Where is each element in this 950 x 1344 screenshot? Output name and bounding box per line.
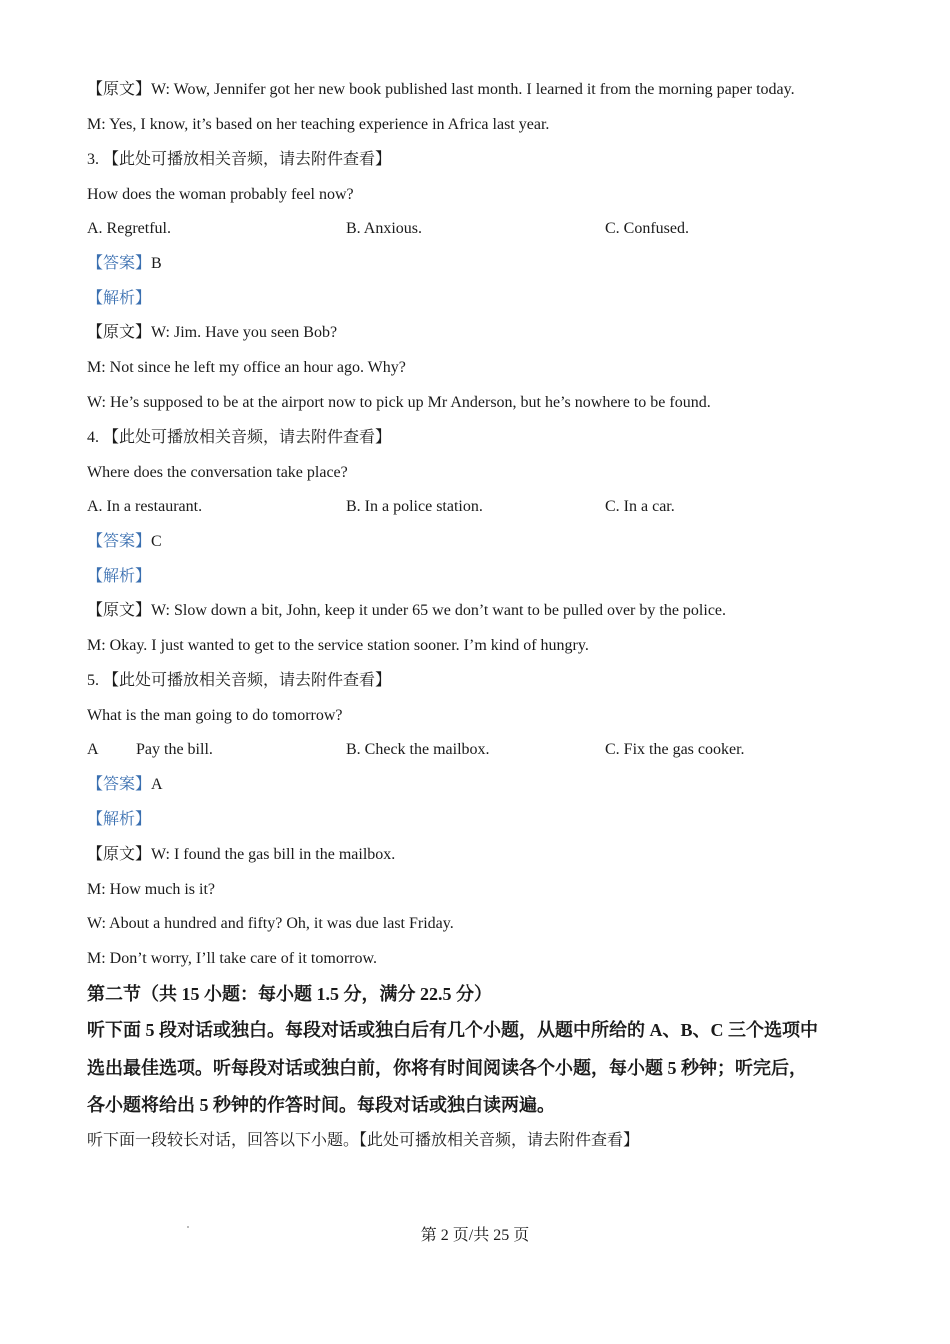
answer-tag: 【答案】: [87, 255, 152, 272]
option-b: B. Check the mailbox.: [346, 741, 490, 758]
answer-tag: 【答案】: [87, 776, 152, 793]
original-text-tag: 【原文】: [87, 81, 152, 98]
option-b: B. In a police station.: [346, 498, 483, 515]
option-a: Pay the bill.: [136, 741, 213, 758]
option-c: C. Confused.: [605, 220, 689, 237]
question-5-heading: 5. 【此处可播放相关音频，请去附件查看】: [87, 672, 392, 689]
page-number: 第 2 页/共 25 页: [420, 1227, 530, 1244]
section-2-title: 第二节（共 15 小题：每小题 1.5 分，满分 22.5 分）: [87, 984, 492, 1004]
transcript-line: M: Not since he left my office an hour ago. Why?: [87, 359, 406, 376]
answer-tag: 【答案】: [87, 533, 152, 550]
question-3-answer: [87, 254, 890, 274]
transcript-line: [87, 845, 890, 865]
section-2-instructions-line: 各小题将给出 5 秒钟的作答时间。每段对话或独白读两遍。: [87, 1095, 555, 1115]
transcript-line: M: Yes, I know, it’s based on her teaching experience in Africa last year.: [87, 116, 550, 133]
question-3-analysis: [87, 289, 890, 309]
answer-value: C: [151, 533, 162, 550]
transcript-text: W: Jim. Have you seen Bob?: [151, 324, 338, 341]
option-c: C. In a car.: [605, 498, 675, 515]
transcript-line: M: Okay. I just wanted to get to the service station sooner. I’m kind of hungry.: [87, 637, 589, 654]
analysis-tag: 【解析】: [87, 811, 152, 828]
question-5-analysis: [87, 810, 890, 830]
question-5-answer: [87, 775, 890, 795]
transcript-line: M: Don’t worry, I’ll take care of it tomorrow.: [87, 950, 377, 967]
question-4-text: Where does the conversation take place?: [87, 464, 348, 481]
original-text-tag: 【原文】: [87, 324, 152, 341]
original-text-tag: 【原文】: [87, 602, 152, 619]
analysis-tag: 【解析】: [87, 568, 152, 585]
transcript-line: [87, 601, 890, 621]
section-2-note: 听下面一段较长对话，回答以下小题。【此处可播放相关音频，请去附件查看】: [87, 1132, 640, 1149]
transcript-line: [87, 80, 890, 100]
answer-value: B: [151, 255, 162, 272]
question-3-text: How does the woman probably feel now?: [87, 186, 354, 203]
question-4-heading: 4. 【此处可播放相关音频，请去附件查看】: [87, 429, 392, 446]
analysis-tag: 【解析】: [87, 290, 152, 307]
option-a-letter: A: [87, 741, 99, 758]
transcript-line: M: How much is it?: [87, 881, 215, 898]
transcript-line: W: He’s supposed to be at the airport now to pick up Mr Anderson, but he’s nowhere to be found.: [87, 394, 711, 411]
transcript-text: W: Wow, Jennifer got her new book published last month. I learned it from the morning paper today.: [151, 81, 795, 98]
option-b: B. Anxious.: [346, 220, 423, 237]
transcript-text: W: I found the gas bill in the mailbox.: [151, 846, 396, 863]
section-2-instructions-line: 选出最佳选项。听每段对话或独白前，你将有时间阅读各个小题，每小题 5 秒钟；听完后，: [87, 1058, 807, 1078]
question-3-heading: 3. 【此处可播放相关音频，请去附件查看】: [87, 151, 392, 168]
option-a: A. In a restaurant.: [87, 498, 203, 515]
question-4-answer: [87, 532, 890, 552]
question-4-analysis: [87, 567, 890, 587]
option-c: C. Fix the gas cooker.: [605, 741, 745, 758]
transcript-line: W: About a hundred and fifty? Oh, it was due last Friday.: [87, 915, 454, 932]
option-a: A. Regretful.: [87, 220, 171, 237]
transcript-text: W: Slow down a bit, John, keep it under 65 we don’t want to be pulled over by the police.: [151, 602, 727, 619]
answer-value: A: [151, 776, 163, 793]
question-5-text: What is the man going to do tomorrow?: [87, 707, 343, 724]
transcript-line: [87, 323, 890, 343]
original-text-tag: 【原文】: [87, 846, 152, 863]
section-2-instructions-line: 听下面 5 段对话或独白。每段对话或独白后有几个小题，从题中所给的 A、B、C 三个选项中: [87, 1020, 818, 1040]
